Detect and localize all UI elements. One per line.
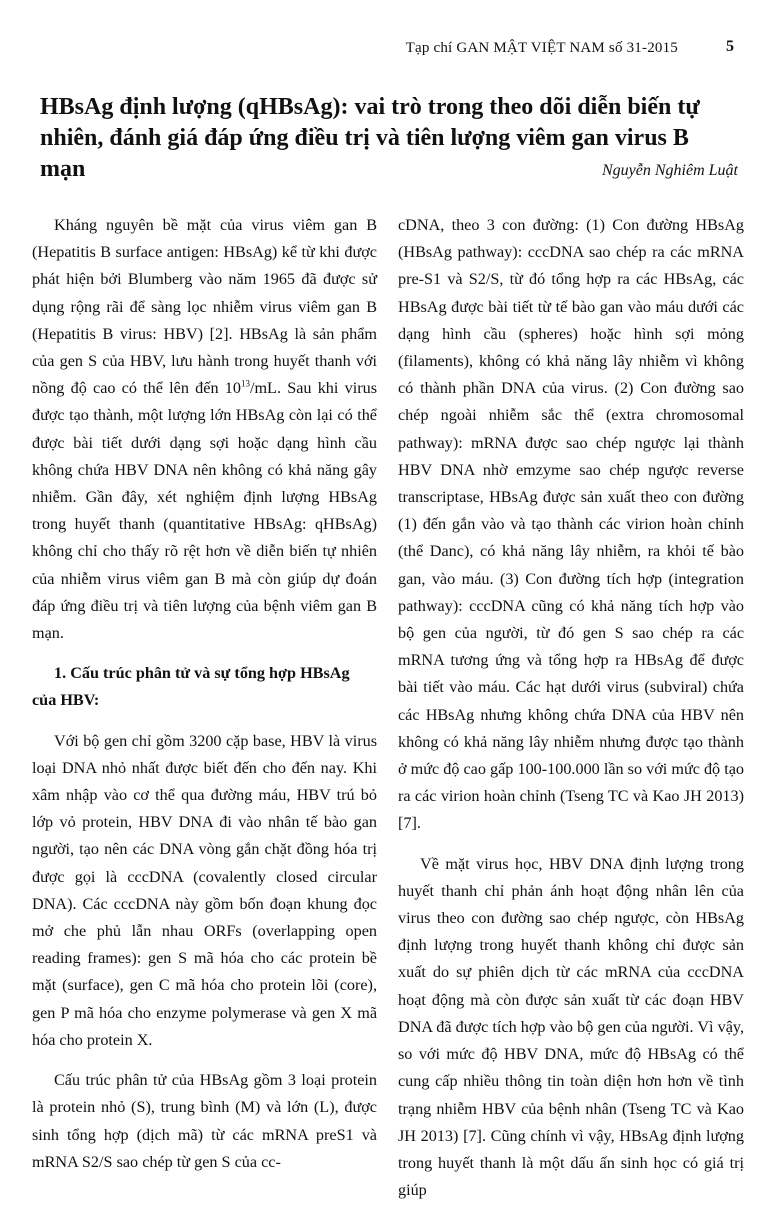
intro-text-part1: Kháng nguyên bề mặt của virus viêm gan B (Hepatitis B surface antigen: HBsAg) kể từ khi được phát hiện bởi Blumberg vào năm 1965 đã được sử dụng rộng rãi để sàng lọc nhiễm virus viêm gan B (Hepatitis B virus: HBV) [2]. HBsAg là sản phẩm của gen S của HBV, lưu hành trong huyết thanh với nồng độ cao có thể lên đến 10 <box>32 216 377 398</box>
intro-paragraph <box>32 212 377 647</box>
section-heading: 1. Cấu trúc phân tử và sự tổng hợp HBsAg của HBV: <box>32 664 350 710</box>
pathway-paragraph: cDNA, theo 3 con đường: (1) Con đường HBsAg (HBsAg pathway): cccDNA sao chép ra các mRNA pre-S1 và S2/S, từ đó tổng hợp ra các HBsAg, các HBsAg được bài tiết từ tế bào gan vào máu dưới các dạng hình cầu (spheres) hoặc hình sợi mỏng (filaments), không có khả năng lây nhiễm vì không có thành phần DNA của virus. (2) Con đường sao chép ngoài nhiễm sắc thể (extra chromosomal pathway): mRNA được sao chép ngược lại thành HBV DNA nhờ emzyme sao chép ngược reverse transcriptase, HBsAg được sản xuất theo con đường (1) đến gắn vào và tạo thành các virion hoàn chỉnh (thể Danc), có khả năng lây nhiễm, ra khỏi tế bào gan, vào máu. (3) Con đường tích hợp (integration pathway): cccDNA cũng có khả năng tích hợp vào bộ gen của người, từ đó gen S sao chép ra các mRNA tương ứng và tổng hợp ra HBsAg để được bài tiết vào máu. Các hạt dưới virus (subviral) chứa các HBsAg nhưng không chứa DNA của HBV nên không có khả năng lây nhiễm nhưng được tạo thành ở mức độ cao gấp 100-100.000 lần so với mức độ tạo ra các virion hoàn chỉnh (Tseng TC và Kao JH 2013) [7]. <box>398 216 744 833</box>
author-name: Nguyễn Nghiêm Luật <box>602 162 738 179</box>
article-title: HBsAg định lượng (qHBsAg): vai trò trong theo dõi diễn biến tự nhiên, đánh giá đáp ứng điều trị và tiên lượng viêm gan virus B mạn <box>40 94 700 182</box>
intro-text-part2: /mL. Sau khi virus được tạo thành, một lượng lớn HBsAg còn lại có thể được bài tiết dưới dạng sợi hoặc dạng hình cầu không chứa HBV DNA nên không có khả năng gây nhiễm. Gần đây, xét nghiệm định lượng HBsAg trong huyết thanh (quantitative HBsAg: qHBsAg) không chỉ cho thấy rõ rệt hơn về diễn biến tự nhiên của nhiễm virus viêm gan B mà còn giúp dự đoán đáp ứng điều trị và tiên lượng của bệnh viêm gan B mạn. <box>32 379 377 643</box>
structure-paragraph: Cấu trúc phân tử của HBsAg gồm 3 loại protein là protein nhỏ (S), trung bình (M) và lớn (L), được sinh tổng hợp (dịch mã) từ các mRNA preS1 và mRNA S2/S sao chép từ gen S của cc- <box>32 1071 377 1171</box>
virology-paragraph: Về mặt virus học, HBV DNA định lượng trong huyết thanh chỉ phản ánh hoạt động nhân lên của virus theo con đường sao chép ngược, còn HBsAg định lượng trong huyết thanh không chỉ được sản xuất do sự phiên dịch từ các mRNA của cccDNA hoạt động mà còn được sản xuất từ các đoạn HBV DNA đã được tích hợp vào bộ gen của người. Vì vậy, so với mức độ HBV DNA, mức độ HBsAg có thể cung cấp nhiều thông tin toàn diện hơn hơn về tình trạng nhiễm HBV của bệnh nhân (Tseng TC và Kao JH 2013) [7]. Cũng chính vì vậy, HBsAg định lượng trong huyết thanh là một dấu ấn sinh học có giá trị giúp <box>398 854 744 1200</box>
journal-name: Tạp chí GAN MẬT VIỆT NAM số 31-2015 <box>405 40 678 56</box>
page-number: 5 <box>726 38 734 55</box>
exponent: 13 <box>240 378 250 389</box>
genome-paragraph: Với bộ gen chỉ gồm 3200 cặp base, HBV là virus loại DNA nhỏ nhất được biết đến cho đến nay. Khi xâm nhập vào cơ thể qua đường máu, HBV trú bỏ lớp vỏ protein, HBV DNA đi vào nhân tế bào gan người, tạo nên các DNA vòng gắn chặt đồng hóa trị được gọi là cccDNA (covalently closed circular DNA). Các cccDNA này gồm bốn đoạn khung đọc mở che phủ lẫn nhau ORFs (overlapping open reading frames): gen S mã hóa cho các protein bề mặt (surface), gen C mã hóa cho protein lõi (core), gen P mã hóa cho enzyme polymerase và gen X mã hóa cho protein X. <box>32 731 377 1049</box>
left-column <box>32 212 377 1189</box>
running-header <box>0 36 772 62</box>
right-column <box>398 212 744 1217</box>
